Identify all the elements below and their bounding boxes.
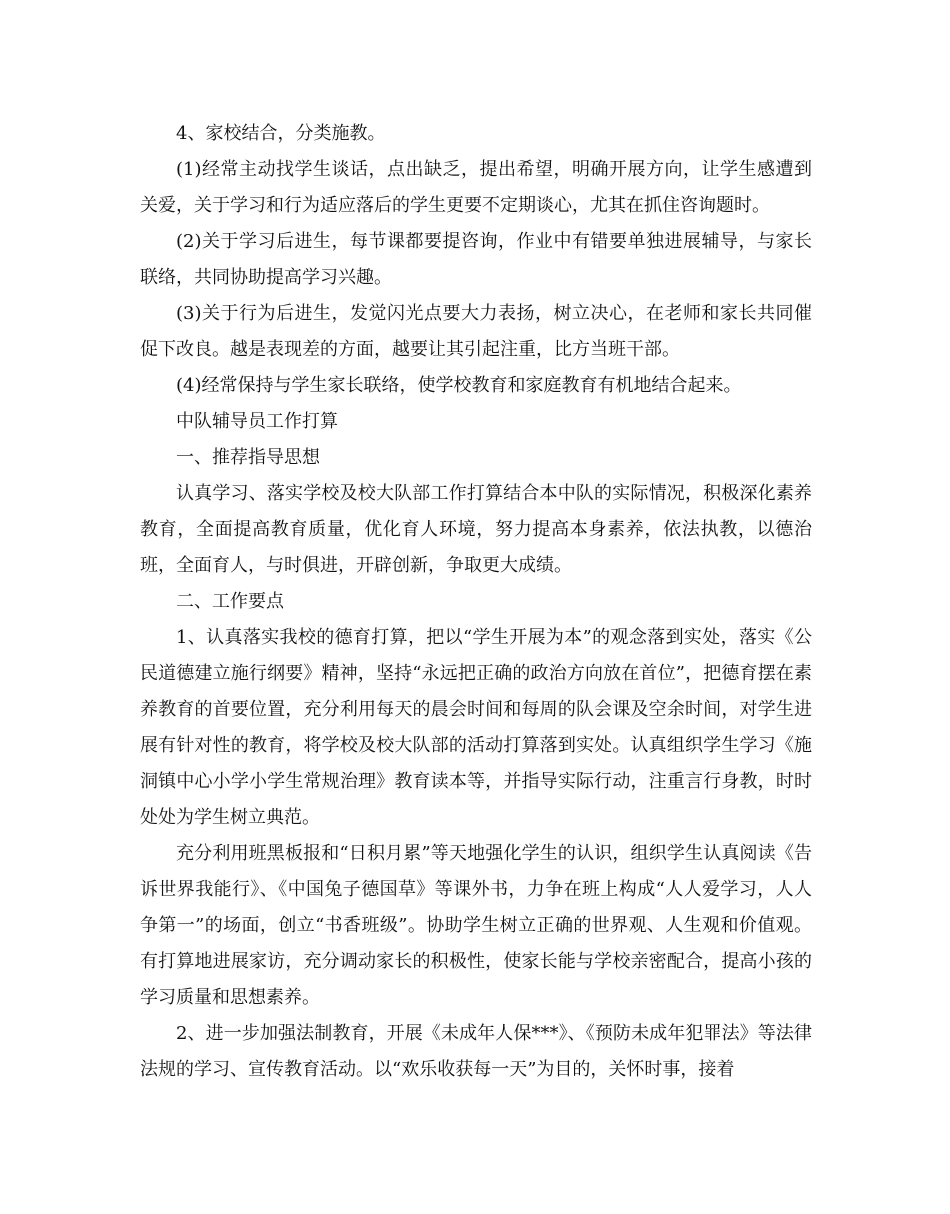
paragraph-item-1: (1)经常主动找学生谈话，点出缺乏，提出希望，明确开展方向，让学生感遭到关爱，关于学习和行为适应落后的学生更要不定期谈心，尤其在抓住咨询题时。 <box>140 159 812 216</box>
document-body <box>140 116 812 1088</box>
paragraph-home-school: 4、家校结合，分类施教。 <box>176 123 386 144</box>
paragraph-guiding-thought: 认真学习、落实学校及校大队部工作打算结合本中队的实际情况，积极深化素养教育，全面提高教育质量，优化育人环境，努力提高本身素养，依法执教，以德治班，全面育人，与时俱进，开辟创新，争取更大成绩。 <box>140 483 812 576</box>
subheading-work-points: 二、工作要点 <box>176 591 284 612</box>
subheading-guiding-thought: 一、推荐指导思想 <box>176 447 320 468</box>
paragraph-item-2: (2)关于学习后进生，每节课都要提咨询，作业中有错要单独进展辅导，与家长联络，共同协助提高学习兴趣。 <box>140 231 812 288</box>
section-heading: 中队辅导员工作打算 <box>176 411 338 432</box>
paragraph-item-4: (4)经常保持与学生家长联络，使学校教育和家庭教育有机地结合起来。 <box>176 375 742 396</box>
paragraph-work-point-1: 1、认真落实我校的德育打算，把以“学生开展为本”的观念落到实处，落实《公民道德建立施行纲要》精神，坚持“永远把正确的政治方向放在首位”，把德育摆在素养教育的首要位置，充分利用每天的晨会时间和每周的队会课及空余时间，对学生进展有针对性的教育，将学校及校大队部的活动打算落到实处。认真组织学生学习《施洞镇中心小学小学生常规治理》教育读本等，并指导实际行动，注重言行身教，时时处处为学生树立典范。 <box>140 627 812 828</box>
paragraph-item-3: (3)关于行为后进生，发觉闪光点要大力表扬，树立决心，在老师和家长共同催促下改良。越是表现差的方面，越要让其引起注重，比方当班干部。 <box>140 303 812 360</box>
paragraph-blackboard: 充分利用班黑板报和“日积月累”等天地强化学生的认识，组织学生认真阅读《告诉世界我能行》、《中国兔子德国草》等课外书，力争在班上构成“人人爱学习，人人争第一”的场面，创立“书香班级”。协助学生树立正确的世界观、人生观和价值观。有打算地进展家访，充分调动家长的积极性，使家长能与学校亲密配合，提高小孩的学习质量和思想素养。 <box>140 843 812 1008</box>
paragraph-work-point-2: 2、进一步加强法制教育，开展《未成年人保***》、《预防未成年犯罪法》等法律法规的学习、宣传教育活动。以“欢乐收获每一天”为目的，关怀时事，接着 <box>140 1023 812 1080</box>
